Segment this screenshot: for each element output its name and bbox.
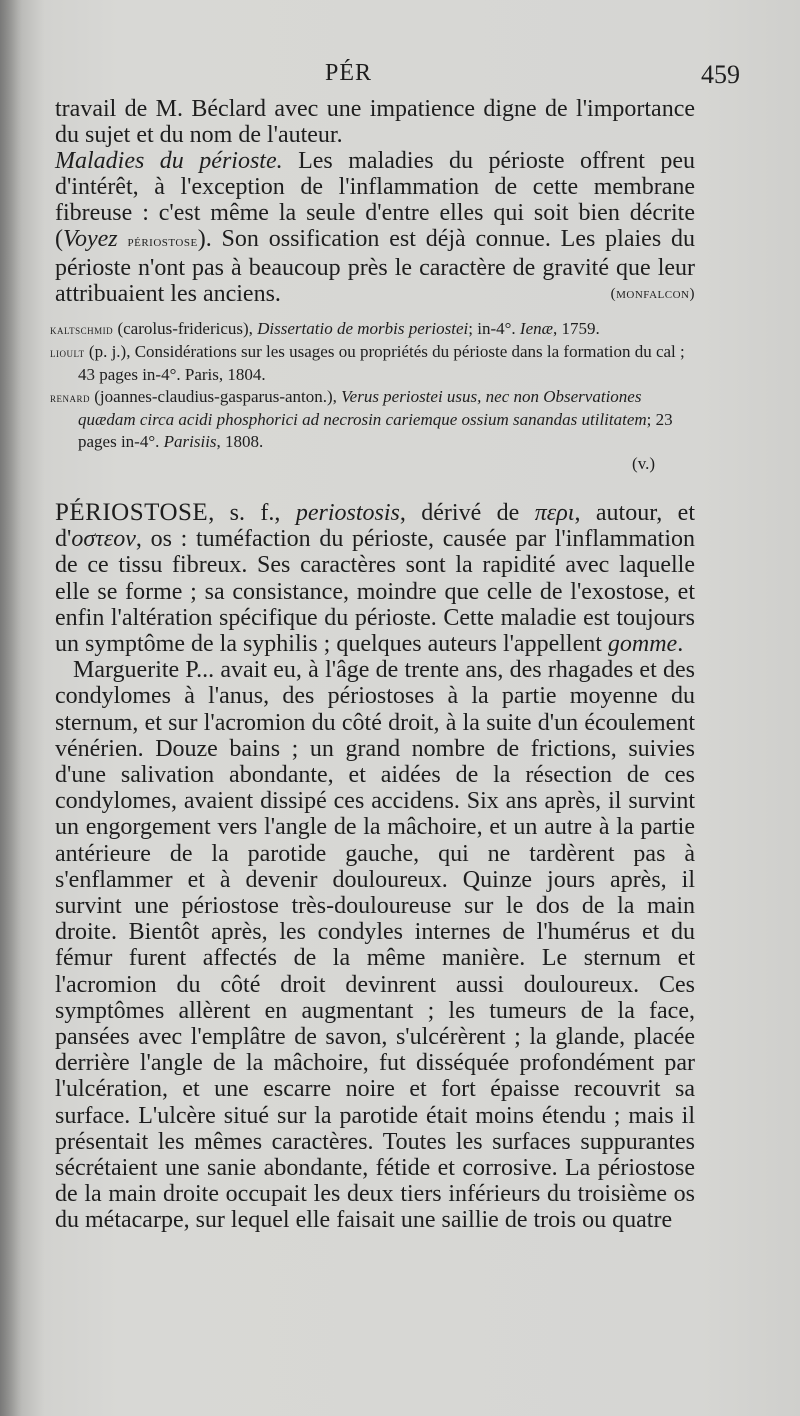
reference-author: kaltschmid <box>50 322 114 337</box>
page-number: 459 <box>701 60 740 89</box>
definition-paragraph <box>55 500 695 657</box>
previous-article-end <box>55 96 695 307</box>
reference-item <box>50 318 695 341</box>
reference-item <box>50 341 695 386</box>
running-head: PÉR <box>325 60 373 86</box>
derived-label: , dérivé de <box>399 500 535 526</box>
grammar-note: , s. f., <box>208 500 296 526</box>
definition-text-1: , autour, et d' <box>55 500 695 553</box>
headword: PÉRIOSTOSE <box>55 499 209 526</box>
greek-term-1: περι <box>534 500 575 526</box>
gomme-term: gomme <box>607 631 678 658</box>
continuation-paragraph: travail de M. Béclard avec une impatience digne de l'importance du sujet et du nom de l'auteur. <box>55 96 695 148</box>
reference-text: Considérations sur les usages ou propriétés du périoste dans la formation du cal ; 43 pages in-4°. Paris, 1804. <box>78 342 685 384</box>
definition-text-3: . <box>677 631 684 658</box>
maladies-text-1: Les maladies du périoste offrent peu d'intérêt, à l'exception de l'inflammation de cette membrane fibreuse : c'est même la seule d'entre elles qui soit bien décrite ( <box>55 148 695 252</box>
article-author: (monfalcon) <box>610 286 695 302</box>
reference-author: lioult <box>50 345 85 360</box>
reference-title: Verus periostei usus, nec non Observationes quædam circa acidi phosphorici ad necrosin cariemque ossium sanandas utilitatem <box>78 387 647 429</box>
reference-title: Dissertatio de morbis periostei <box>257 319 469 338</box>
reference-given-name: (p. j.), <box>84 342 135 361</box>
maladies-text-2: ). Son ossification est déjà connue. Les plaies du périoste n'ont pas à beaucoup près le caractère de gravité que leur attribuaient les anciens. <box>55 226 695 307</box>
maladies-paragraph <box>55 148 695 307</box>
greek-term-2: οστεον <box>71 526 136 553</box>
maladies-title: Maladies du périoste. <box>55 148 283 174</box>
reference-year: , 1759. <box>552 319 600 338</box>
reference-place: Ienæ <box>519 319 553 338</box>
binding-shadow <box>0 0 22 1416</box>
reference-format: ; 23 pages in-4°. <box>78 410 673 451</box>
reference-author: renard <box>50 390 91 405</box>
periostose-article <box>55 500 695 1234</box>
latin-term: periostosis <box>295 500 400 526</box>
reference-given-name: (carolus-fridericus), <box>113 319 258 338</box>
cross-reference: périostose <box>127 234 198 250</box>
definition-text-2: , os : tuméfaction du périoste, causée par l'inflammation de ce tissu fibreux. Ses caractères sont la rapidité avec laquelle elle se forme ; sa consistance, moindre que celle de l'exostose, et enfin l'altération spécifique du périoste. Cette maladie est toujours un symptôme de la syphilis ; quelques auteurs l'appellent <box>55 526 695 658</box>
reference-year: , 1808. <box>216 432 264 451</box>
signature: (v.) <box>632 454 655 473</box>
case-paragraph: Marguerite P... avait eu, à l'âge de trente ans, des rhagades et des condylomes à l'anus, des périostoses à la partie moyenne du sternum, et sur l'acromion du côté droit, à la suite d'un écoulement vénérien. Douze bains ; un grand nombre de frictions, suivies d'une salivation abondante, et aidées de la résection de ces condylomes, avaient dissipé ces accidens. Six ans après, il survint un engorgement vers l'angle de la mâchoire, et un autre à la partie antérieure de la parotide gauche, qui ne tardèrent pas à s'enflammer et à devenir douloureux. Quinze jours après, il survint une périostose très-douloureuse sur le dos de la main droite. Bientôt après, les condyles internes de l'humérus et du fémur furent affectés de la même manière. Le sternum et l'acromion du côté droit devinrent aussi douloureux. Ces symptômes allèrent en augmentant ; les tumeurs de la face, pansées avec l'emplâtre de savon, s'ulcérèrent ; la glande, placée derrière l'angle de la mâchoire, fut disséquée profondément par l'ulcération, et une escarre noire et fort épaisse recouvrit sa surface. L'ulcère situé sur la parotide était moins étendu ; mais il présentait les mêmes caractères. Toutes les surfaces suppurantes sécrétaient une sanie abondante, fétide et corrosive. La périostose de la main droite occupait les deux tiers inférieurs du troisième os du métacarpe, sur lequel elle faisait une saillie de trois ou quatre <box>55 657 695 1234</box>
voyez-label: Voyez <box>63 226 118 252</box>
reference-place: Parisiis <box>163 432 217 451</box>
reference-given-name: (joannes-claudius-gasparus-anton.), <box>90 387 342 406</box>
bibliography <box>50 318 695 475</box>
reference-item <box>50 386 695 453</box>
reference-format: ; in-4°. <box>468 319 516 338</box>
